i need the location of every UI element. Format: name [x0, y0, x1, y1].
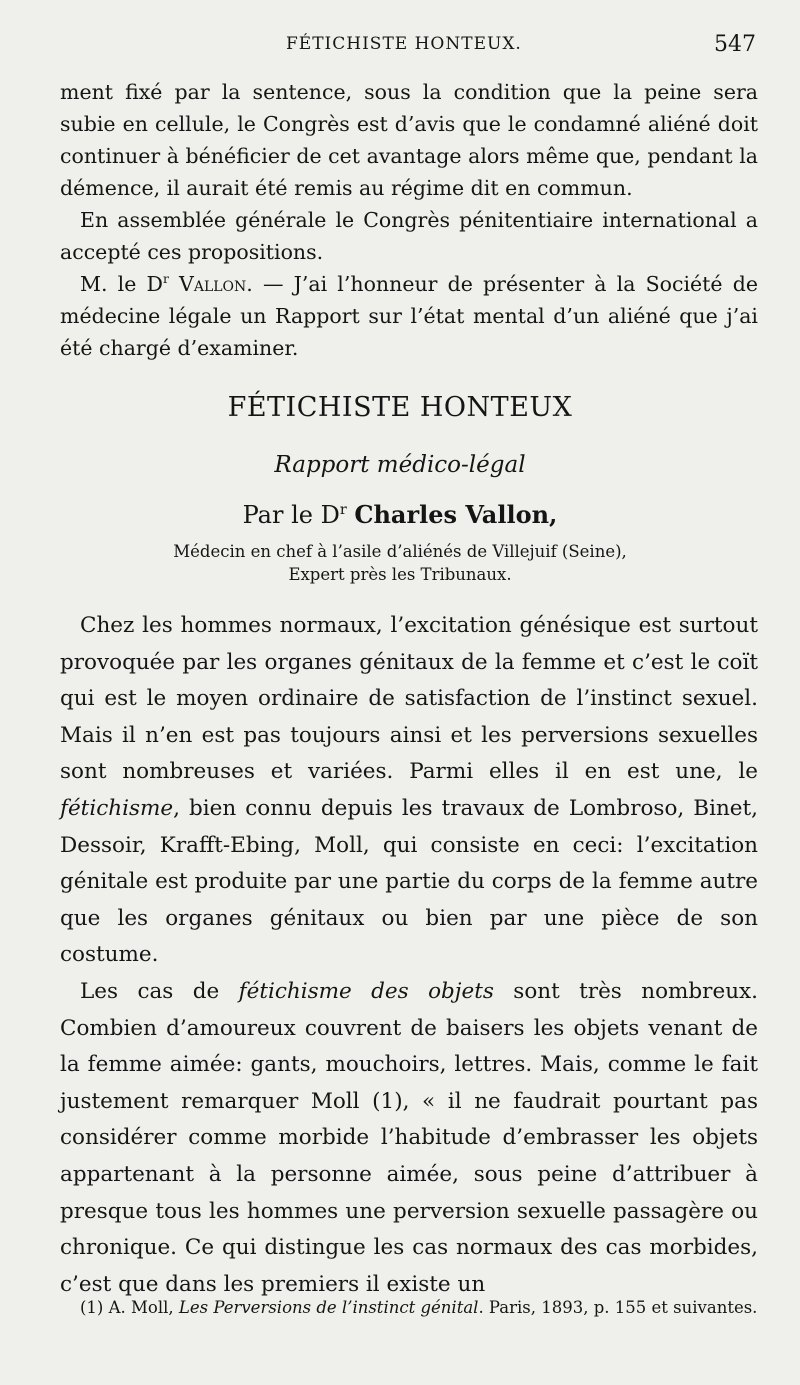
article-title: FÉTICHISTE HONTEUX	[227, 392, 573, 423]
speaker-name: Vallon	[179, 272, 247, 296]
author-name: Charles Vallon,	[354, 500, 558, 529]
assembly-paragraph: En assemblée générale le Congrès pénitentiaire international a accepté ces propositions.	[60, 208, 758, 264]
byline-prefix: Par le D	[242, 501, 340, 529]
body-1-emphasis: fétichisme	[60, 795, 174, 821]
footnote-text	[60, 1296, 760, 1320]
body-1-text-a: Chez les hommes normaux, l’excitation génésique est surtout provoquée par les organes génitaux de la femme et c’est le coït qui est le moyen ordinaire de satisfaction de l’instinct sexuel. Mais il n’en est pas toujours ainsi et les perversions sexuelles sont nombreuses et variées. Parmi elles il en est une, le	[60, 613, 758, 785]
speaker-prefix: M. le D	[80, 272, 163, 296]
affiliation	[0, 540, 800, 586]
article-body	[60, 608, 758, 1303]
article-subtitle: Rapport médico-légal	[274, 452, 526, 478]
byline	[0, 500, 800, 529]
body-2-text-b: sont très nombreux. Combien d’amoureux couvrent de baisers les objets venant de la femme aimée: gants, mouchoirs, lettres. Mais, comme le fait justement remarquer Moll (1), « il ne faudrait pourtant pas considérer comme morbide l’habitude d’embrasser les objets appartenant à la personne aimée, sous peine d’attribuer à presque tous les hommes une perversion sexuelle passagère ou chronique. Ce qui distingue les cas normaux des cas morbides, c’est que dans les premiers il existe un	[60, 978, 758, 1297]
footnote-title: Les Perversions de l’instinct génital	[178, 1298, 479, 1317]
footnote-prefix: (1) A. Moll,	[80, 1298, 179, 1317]
running-head	[60, 32, 756, 60]
body-paragraph-2	[60, 974, 758, 1303]
footnote-suffix: . Paris, 1893, p. 155 et suivantes.	[478, 1298, 758, 1317]
continuation-paragraph: ment fixé par la sentence, sous la condition que la peine sera subie en cellule, le Congrès est d’avis que le condamné aliéné doit continuer à bénéficier de cet avantage alors même que, pendant la démence, il aurait été remis au régime dit en commun.	[60, 80, 758, 200]
vallon-paragraph	[60, 268, 758, 364]
speaker-sup: r	[162, 272, 169, 287]
running-title: FÉTICHISTE HONTEUX.	[286, 34, 522, 54]
body-2-text-a: Les cas de	[80, 978, 239, 1004]
vallon-text: . — J’ai l’honneur de présenter à la Société de médecine légale un Rapport sur l’état mental d’un aliéné que j’ai été chargé d’examiner.	[60, 272, 758, 360]
affiliation-line-1: Médecin en chef à l’asile d’aliénés de Villejuif (Seine),	[173, 542, 627, 561]
page-number: 547	[714, 32, 756, 57]
byline-sup: r	[339, 502, 347, 518]
continuation-text	[60, 76, 758, 364]
body-2-emphasis: fétichisme des objets	[238, 978, 494, 1004]
footnote	[60, 1296, 760, 1320]
body-paragraph-1	[60, 608, 758, 974]
body-1-text-b: , bien connu depuis les travaux de Lombroso, Binet, Dessoir, Krafft-Ebing, Moll, qui consiste en ceci: l’excitation génitale est produite par une partie du corps de la femme autre que les organes génitaux ou bien par une pièce de son costume.	[60, 795, 758, 968]
affiliation-line-2: Expert près les Tribunaux.	[288, 565, 512, 584]
